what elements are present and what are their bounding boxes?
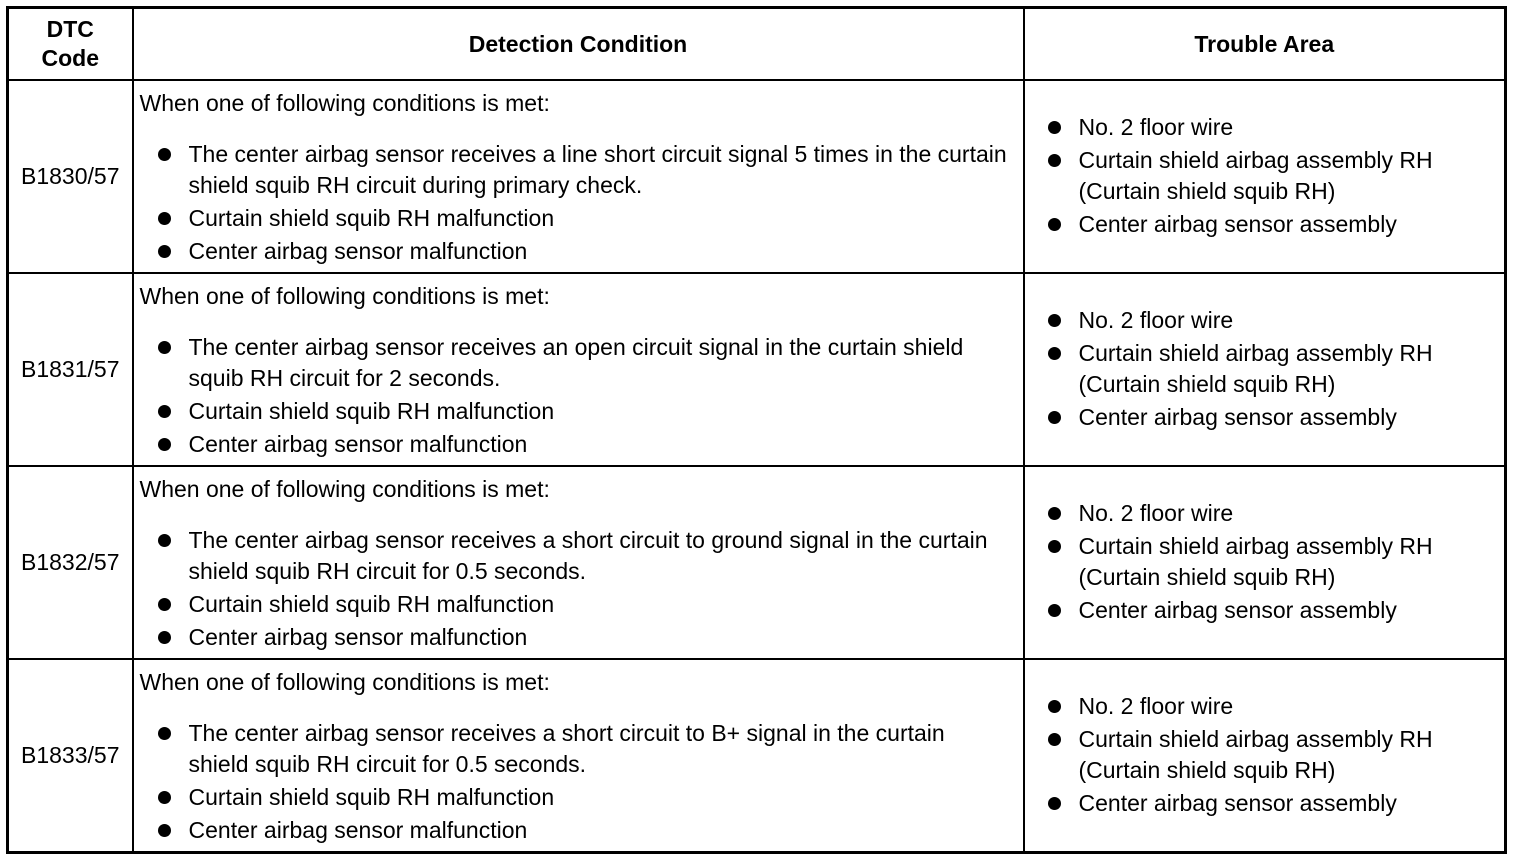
- condition-text: The center airbag sensor receives a line short circuit signal 5 times in the curtain shield squib RH circuit during primary check.: [188, 141, 1007, 198]
- trouble-area-cell: [1024, 466, 1506, 659]
- condition-item: [158, 589, 1011, 620]
- header-dtc-code: [8, 8, 133, 81]
- trouble-area-text: Curtain shield airbag assembly RH (Curtain shield squib RH): [1078, 725, 1433, 783]
- trouble-area-text: Center airbag sensor assembly: [1078, 789, 1397, 816]
- bullet-icon: [1048, 540, 1061, 553]
- trouble-area-item: [1048, 402, 1495, 433]
- condition-text: Curtain shield squib RH malfunction: [188, 205, 555, 231]
- detection-condition-cell: [133, 659, 1024, 853]
- trouble-area-item: [1048, 209, 1495, 240]
- bullet-icon: [158, 148, 171, 161]
- condition-intro: When one of following conditions is met:: [139, 283, 550, 309]
- bullet-icon: [158, 598, 171, 611]
- condition-item: [158, 815, 1011, 846]
- condition-text: Curtain shield squib RH malfunction: [188, 784, 555, 810]
- trouble-area-list: [1025, 498, 1505, 626]
- bullet-icon: [158, 341, 171, 354]
- trouble-area-list: [1025, 305, 1505, 433]
- condition-text: Center airbag sensor malfunction: [188, 238, 528, 264]
- trouble-area-item: [1048, 724, 1495, 786]
- bullet-icon: [158, 631, 171, 644]
- condition-list: [134, 718, 1023, 846]
- trouble-area-item: [1048, 595, 1495, 626]
- header-row: [8, 8, 1506, 81]
- bullet-icon: [158, 534, 171, 547]
- table-row: [8, 659, 1506, 853]
- detection-condition-cell: [133, 80, 1024, 273]
- trouble-area-cell: [1024, 273, 1506, 466]
- trouble-area-list: [1025, 112, 1505, 240]
- condition-text: Center airbag sensor malfunction: [188, 624, 528, 650]
- dtc-code-cell: B1832/57: [8, 466, 133, 659]
- bullet-icon: [1048, 797, 1061, 810]
- bullet-icon: [158, 727, 171, 740]
- table-row: [8, 273, 1506, 466]
- trouble-area-item: [1048, 498, 1495, 529]
- bullet-icon: [1048, 700, 1061, 713]
- condition-item: [158, 718, 1011, 780]
- trouble-area-cell: [1024, 80, 1506, 273]
- detection-condition-cell: [133, 466, 1024, 659]
- header-detection-condition: Detection Condition: [133, 8, 1024, 81]
- header-dtc-code-line2: Code: [41, 45, 99, 71]
- trouble-area-text: Center airbag sensor assembly: [1078, 596, 1397, 623]
- condition-intro: When one of following conditions is met:: [139, 90, 550, 116]
- condition-intro: When one of following conditions is met:: [139, 476, 550, 502]
- condition-text: Center airbag sensor malfunction: [188, 431, 528, 457]
- bullet-icon: [158, 824, 171, 837]
- trouble-area-item: [1048, 691, 1495, 722]
- bullet-icon: [1048, 121, 1061, 134]
- trouble-area-text: Center airbag sensor assembly: [1078, 210, 1397, 237]
- bullet-icon: [158, 245, 171, 258]
- condition-text: Curtain shield squib RH malfunction: [188, 591, 555, 617]
- trouble-area-text: No. 2 floor wire: [1078, 499, 1234, 526]
- bullet-icon: [158, 438, 171, 451]
- trouble-area-cell: [1024, 659, 1506, 853]
- condition-item: [158, 429, 1011, 460]
- bullet-icon: [158, 405, 171, 418]
- trouble-area-text: Curtain shield airbag assembly RH (Curtain shield squib RH): [1078, 532, 1433, 590]
- bullet-icon: [1048, 411, 1061, 424]
- bullet-icon: [1048, 218, 1061, 231]
- bullet-icon: [1048, 507, 1061, 520]
- condition-text: Center airbag sensor malfunction: [188, 817, 528, 843]
- header-trouble-area: Trouble Area: [1024, 8, 1506, 81]
- trouble-area-text: No. 2 floor wire: [1078, 306, 1234, 333]
- header-dtc-code-line1: DTC: [46, 16, 94, 42]
- detection-condition-cell: [133, 273, 1024, 466]
- condition-item: [158, 236, 1011, 267]
- trouble-area-text: No. 2 floor wire: [1078, 692, 1234, 719]
- bullet-icon: [1048, 314, 1061, 327]
- dtc-code-cell: B1830/57: [8, 80, 133, 273]
- trouble-area-text: No. 2 floor wire: [1078, 113, 1234, 140]
- trouble-area-item: [1048, 531, 1495, 593]
- bullet-icon: [1048, 154, 1061, 167]
- condition-item: [158, 203, 1011, 234]
- condition-text: The center airbag sensor receives an open circuit signal in the curtain shield squib RH circuit for 2 seconds.: [188, 334, 964, 391]
- dtc-table: [6, 6, 1507, 854]
- trouble-area-item: [1048, 788, 1495, 819]
- bullet-icon: [1048, 733, 1061, 746]
- condition-item: [158, 396, 1011, 427]
- bullet-icon: [1048, 604, 1061, 617]
- trouble-area-text: Center airbag sensor assembly: [1078, 403, 1397, 430]
- condition-text: The center airbag sensor receives a short circuit to B+ signal in the curtain shield squib RH circuit for 0.5 seconds.: [188, 720, 945, 777]
- condition-text: Curtain shield squib RH malfunction: [188, 398, 555, 424]
- condition-item: [158, 525, 1011, 587]
- condition-list: [134, 139, 1023, 267]
- trouble-area-item: [1048, 305, 1495, 336]
- condition-list: [134, 332, 1023, 460]
- condition-item: [158, 622, 1011, 653]
- trouble-area-text: Curtain shield airbag assembly RH (Curtain shield squib RH): [1078, 146, 1433, 204]
- condition-list: [134, 525, 1023, 653]
- condition-intro: When one of following conditions is met:: [139, 669, 550, 695]
- condition-item: [158, 139, 1011, 201]
- trouble-area-item: [1048, 338, 1495, 400]
- trouble-area-item: [1048, 145, 1495, 207]
- table-row: [8, 466, 1506, 659]
- trouble-area-item: [1048, 112, 1495, 143]
- condition-text: The center airbag sensor receives a short circuit to ground signal in the curtain shield squib RH circuit for 0.5 seconds.: [188, 527, 988, 584]
- table-row: [8, 80, 1506, 273]
- trouble-area-text: Curtain shield airbag assembly RH (Curtain shield squib RH): [1078, 339, 1433, 397]
- bullet-icon: [158, 212, 171, 225]
- trouble-area-list: [1025, 691, 1505, 819]
- bullet-icon: [1048, 347, 1061, 360]
- condition-item: [158, 332, 1011, 394]
- dtc-code-cell: B1833/57: [8, 659, 133, 853]
- dtc-code-cell: B1831/57: [8, 273, 133, 466]
- bullet-icon: [158, 791, 171, 804]
- condition-item: [158, 782, 1011, 813]
